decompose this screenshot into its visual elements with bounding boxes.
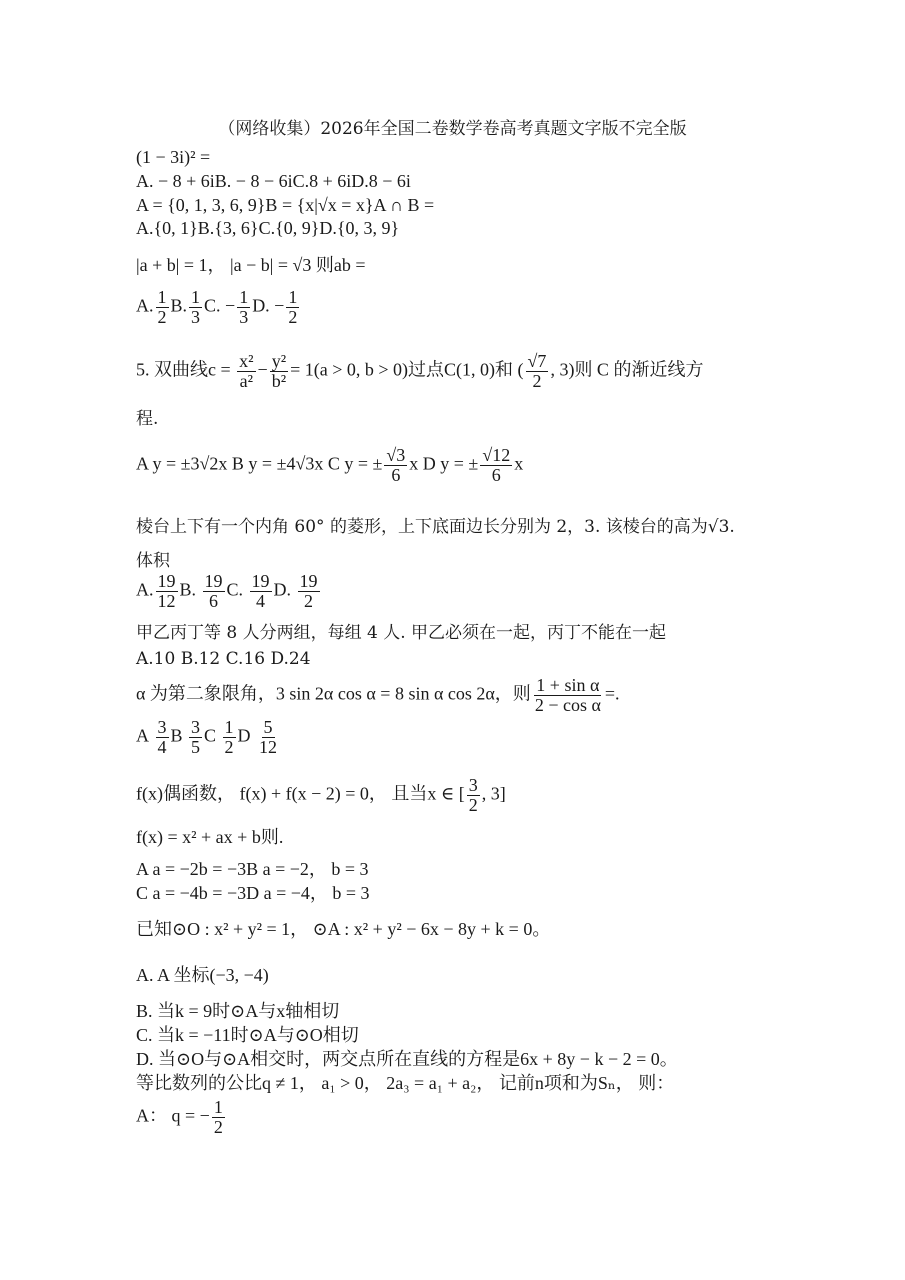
fraction: $\frac{\text{y²}}{\text{b²}}$ <box>271 351 287 391</box>
q1-stem: (1 − 3i)² = <box>136 147 211 167</box>
q2-stem: A = {0, 1, 3, 6, 9}B = {x|√x = x}A ∩ B = <box>136 195 435 215</box>
fraction: $\frac{1}{2}$ <box>224 717 234 757</box>
q9-options-ab: A a = −2b = −3B a = −2， b = 3 <box>136 859 369 879</box>
fraction: $\frac{3}{5}$ <box>191 717 201 757</box>
q10-option-b: B. 当k = 9时⊙A与x轴相切 <box>136 1001 340 1021</box>
fraction: $\frac{19}{6}$ <box>204 571 223 611</box>
fraction: $\frac{19}{12}$ <box>157 571 176 611</box>
fraction: $\frac{1}{3}$ <box>239 287 249 327</box>
fraction: $\frac{\text{x²}}{\text{a²}}$ <box>239 351 254 391</box>
fraction: $\frac{19}{4}$ <box>251 571 270 611</box>
q5-stem-cont: 程. <box>136 409 159 429</box>
fraction: $\frac{√7}{2}$ <box>527 351 547 391</box>
q3-options: A. $\frac{1}{2}$ B. $\frac{1}{3}$ C. − $\frac{1}{3}$ D. − $\frac{1}{2}$ <box>136 287 298 327</box>
page-title: （网络收集）2026年全国二卷数学卷高考真题文字版不完全版 <box>218 119 687 139</box>
q10-option-d: D. 当⊙O与⊙A相交时，两交点所在直线的方程是6x + 8y − k − 2 = 0。 <box>136 1049 678 1069</box>
q2-options: A.{0, 1}B.{3, 6}C.{0, 9}D.{0, 3, 9} <box>136 218 400 238</box>
q10-option-a: A. A 坐标(−3, −4) <box>136 965 269 985</box>
fraction: $\frac{1}{2}$ <box>288 287 298 327</box>
q6-options: A. $\frac{19}{12}$ B. $\frac{19}{6}$ C. $\frac{19}{4}$ D. $\frac{19}{2}$ <box>136 571 318 611</box>
q10-option-c: C. 当k = −11时⊙A与⊙O相切 <box>136 1025 359 1045</box>
q11-stem: 等比数列的公比q ≠ 1， a₁ > 0， 2a₃ = a₁ + a₂， 记前n项和为Sₙ， 则： <box>136 1073 675 1093</box>
fraction: $\frac{1}{2}$ <box>157 287 167 327</box>
fraction: $\frac{1}{3}$ <box>191 287 201 327</box>
q5-stem: 5. 双曲线c = $\frac{\text{x²}}{\text{a²}}$ − $\frac{\text{y²}}{\text{b²}}$ = 1(a > 0, b > 0)过点C(1, 0)和 ( $\frac{√7}{2}$ , 3)则 C 的渐近线方 <box>136 351 704 391</box>
fraction: $\frac{19}{2}$ <box>299 571 318 611</box>
q3-stem: |a + b| = 1， |a − b| = √3 则ab = <box>136 255 366 275</box>
q11-option-a: A： q = − $\frac{1}{2}$ <box>136 1097 223 1137</box>
fraction: $\frac{√3}{6}$ <box>386 445 406 485</box>
q9-options-cd: C a = −4b = −3D a = −4， b = 3 <box>136 883 370 903</box>
q6-stem-cont: 体积 <box>136 551 170 571</box>
fraction: $\frac{√12}{6}$ <box>482 445 511 485</box>
q8-stem: α 为第二象限角，3 sin 2α cos α = 8 sin α cos 2α，则 $\frac{\text{1 + sin α}}{\text{2 − cos α}}$ =. <box>136 675 620 715</box>
fraction: $\frac{3}{2}$ <box>468 775 478 815</box>
fraction: $\frac{\text{1 + sin α}}{\text{2 − cos α}}$ <box>534 675 601 715</box>
fraction: $\frac{5}{12}$ <box>259 717 278 757</box>
q1-options: A. − 8 + 6iB. − 8 − 6iC.8 + 6iD.8 − 6i <box>136 171 411 191</box>
q5-options: A y = ±3√2x B y = ±4√3x C y = ± $\frac{√3}{6}$ x D y = ± $\frac{√12}{6}$ x <box>136 445 524 485</box>
fraction: $\frac{3}{4}$ <box>157 717 167 757</box>
fraction: $\frac{1}{2}$ <box>213 1097 223 1137</box>
q10-stem: 已知⊙O : x² + y² = 1， ⊙A : x² + y² − 6x − 8y + k = 0。 <box>136 919 551 939</box>
q7-stem: 甲乙丙丁等 8 人分两组，每组 4 人. 甲乙必须在一起，丙丁不能在一起 <box>136 623 667 643</box>
q8-options: A $\frac{3}{4}$ B $\frac{3}{5}$ C $\frac{1}{2}$ D $\frac{5}{12}$ <box>136 717 278 757</box>
q9-stem-cont: f(x) = x² + ax + b则. <box>136 827 284 847</box>
q7-options: A.10 B.12 C.16 D.24 <box>136 649 311 669</box>
q9-stem: f(x)偶函数， f(x) + f(x − 2) = 0， 且当x ∈ [ $\frac{3}{2}$ , 3] <box>136 775 506 815</box>
q6-stem: 棱台上下有一个内角 60° 的菱形，上下底面边长分别为 2，3. 该棱台的高为√3. <box>136 517 735 537</box>
